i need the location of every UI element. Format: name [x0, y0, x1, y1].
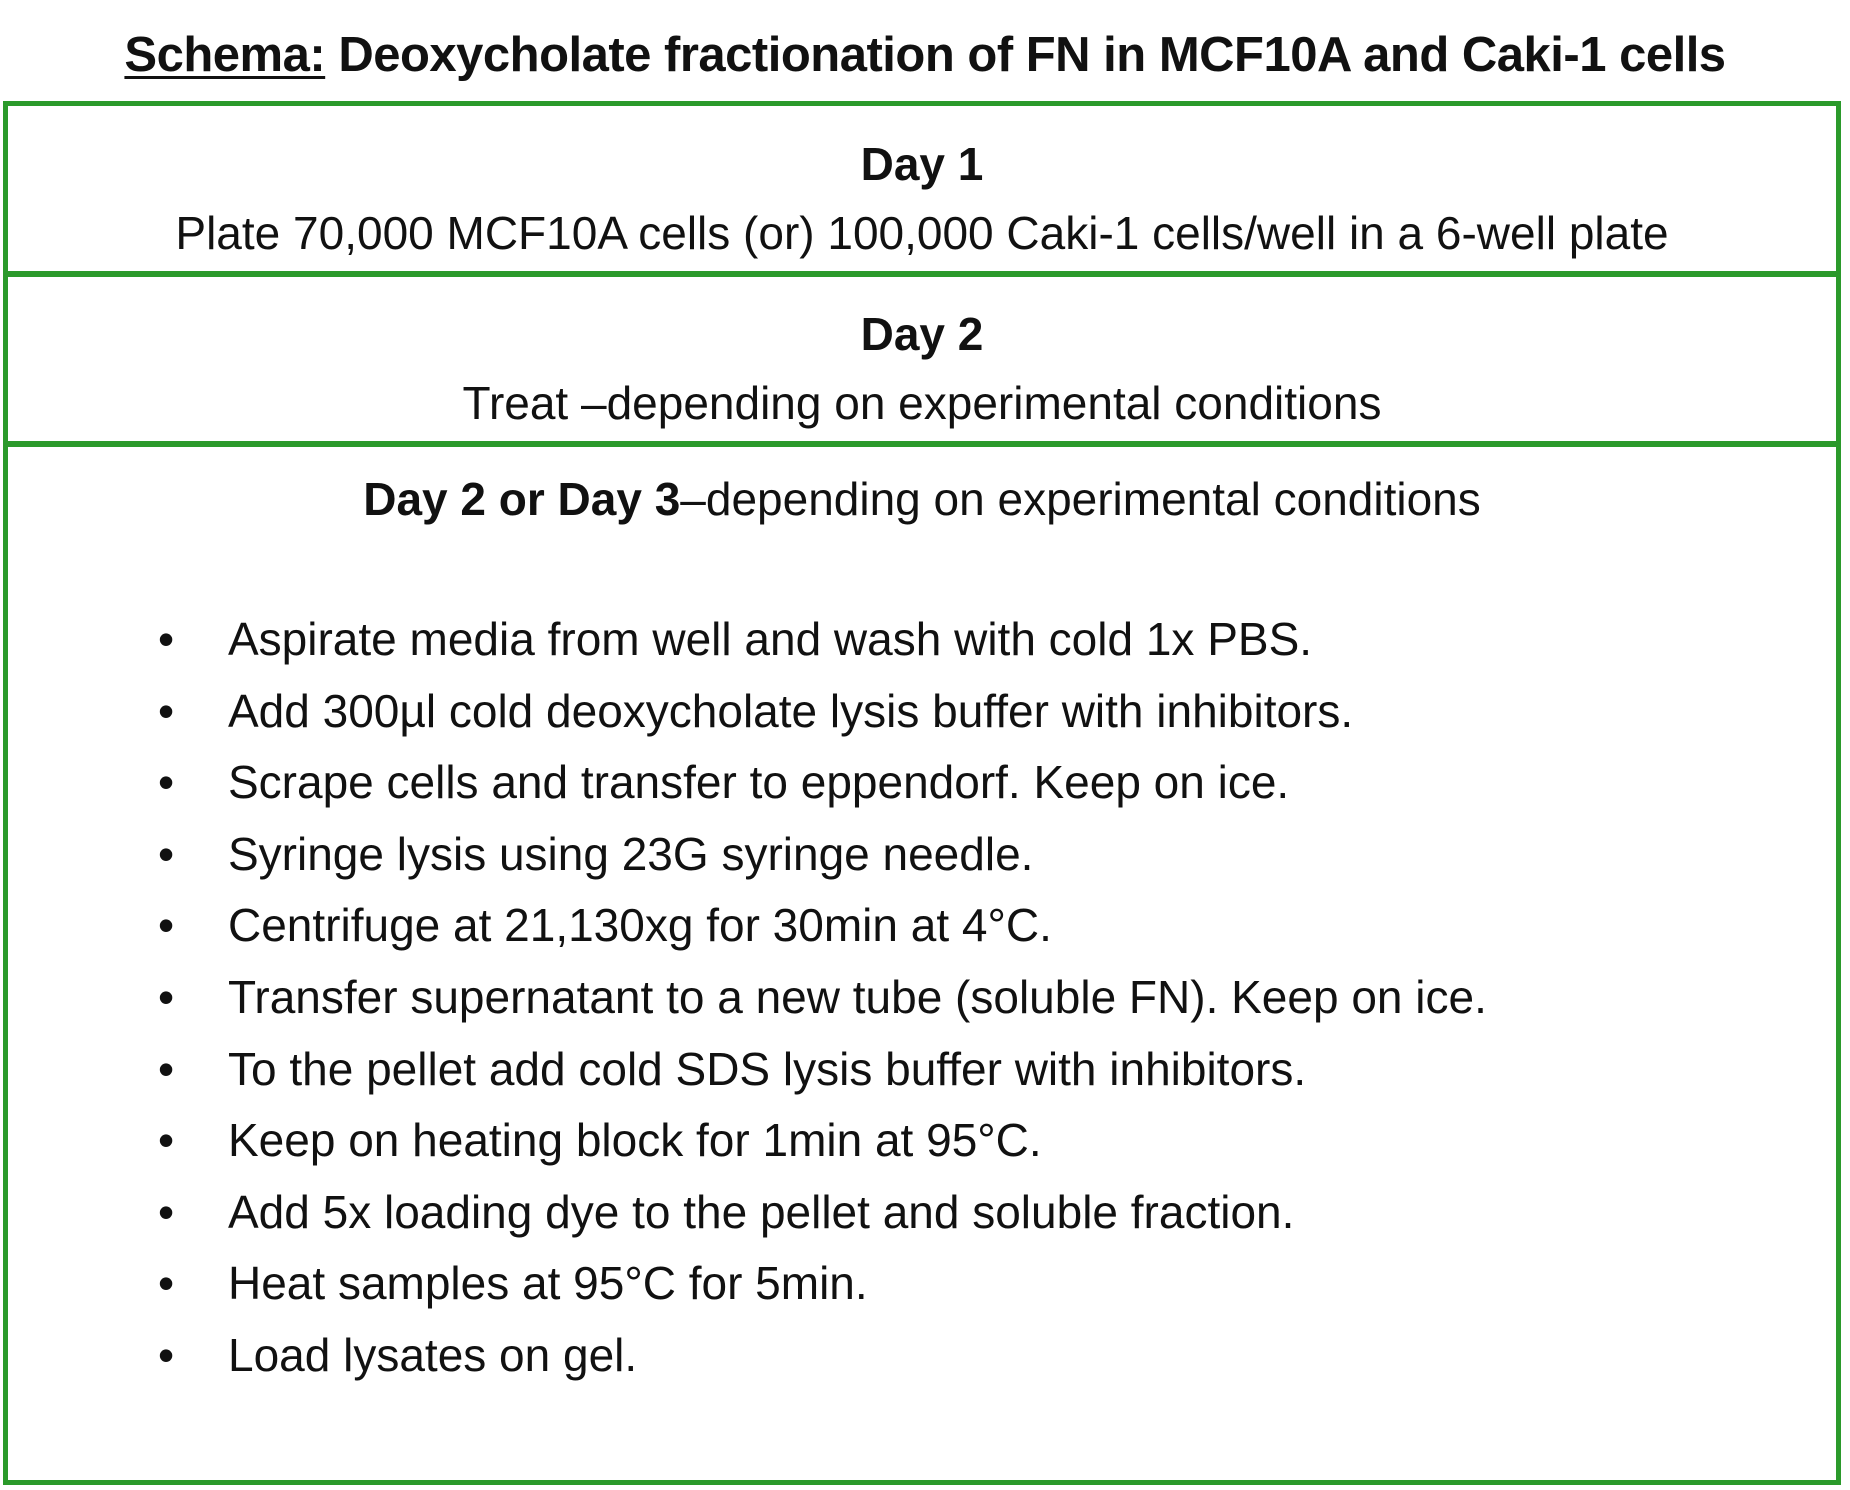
bullet-icon: • [157, 1114, 175, 1167]
step-text: Add 300µl cold deoxycholate lysis buffer with inhibitors. [228, 684, 1354, 737]
day2-box [3, 271, 1841, 447]
bullet-icon: • [157, 970, 175, 1023]
bullet-icon: • [157, 1185, 175, 1238]
day3-box [3, 441, 1841, 1485]
title-text: Deoxycholate fractionation of FN in MCF10A and Caki-1 cells [338, 28, 1726, 82]
day2-text: Treat –depending on experimental conditions [462, 377, 1382, 429]
step-text: Keep on heating block for 1min at 95°C. [228, 1114, 1042, 1167]
bullet-icon: • [157, 899, 175, 952]
bullet-icon: • [157, 1257, 175, 1310]
bullet-icon: • [157, 1328, 175, 1381]
bullet-icon: • [157, 684, 175, 737]
step-text: Centrifuge at 21,130xg for 30min at 4°C. [228, 899, 1052, 952]
day3-heading-rest: –depending on experimental conditions [680, 473, 1481, 525]
bullet-icon: • [157, 756, 175, 809]
bullet-icon: • [157, 1042, 175, 1095]
page-title [0, 25, 1850, 85]
day1-heading: Day 1 [860, 138, 984, 190]
day2-heading: Day 2 [860, 308, 984, 360]
step-text: To the pellet add cold SDS lysis buffer with inhibitors. [228, 1042, 1307, 1095]
step-text: Heat samples at 95°C for 5min. [228, 1257, 868, 1310]
bullet-icon: • [157, 827, 175, 880]
day1-box [3, 101, 1841, 277]
day3-heading [8, 471, 1836, 527]
step-text: Transfer supernatant to a new tube (soluble FN). Keep on ice. [228, 970, 1487, 1023]
schema-label: Schema: [124, 28, 326, 82]
bullet-icon: • [157, 613, 175, 665]
day3-heading-bold: Day 2 or Day 3 [363, 473, 681, 525]
step-text: Aspirate media from well and wash with cold 1x PBS. [228, 613, 1313, 665]
step-text: Add 5x loading dye to the pellet and soluble fraction. [228, 1185, 1295, 1238]
step-text: Load lysates on gel. [228, 1328, 638, 1381]
step-text: Scrape cells and transfer to eppendorf. Keep on ice. [228, 756, 1290, 809]
day1-text: Plate 70,000 MCF10A cells (or) 100,000 Caki-1 cells/well in a 6-well plate [175, 207, 1669, 259]
step-text: Syringe lysis using 23G syringe needle. [228, 827, 1034, 880]
